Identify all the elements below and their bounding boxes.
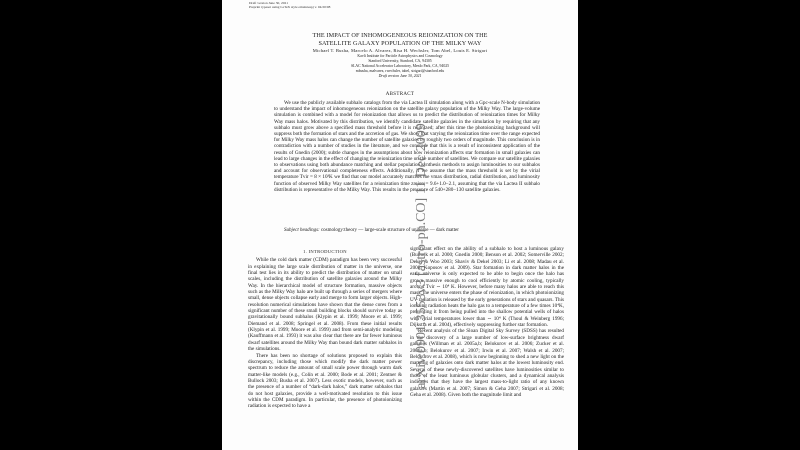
intro-paragraph-2: There has been no shortage of solutions proposed to explain this discrepancy, including those which modify the dark matter power spectrum to reduce the amount of small scale power through warm dark matter-like models (e.g., Colín et al. 2000; Bode et al. 2001; Zentner & Bullock 2003; Busha et al. 2007). Less exotic models, however, such as the presence of a number of “dark-dark halos,” dark matter subhalos that do not host galaxies, provide a well-motivated resolution to this issue within the CDM paradigm. In particular, the presence of photoionizing radiation is expected to have a (248, 352, 402, 410)
subject-label: Subject headings: (284, 228, 320, 233)
affiliation-2: Stanford University, Stanford, CA, 94305 (368, 59, 432, 63)
abstract-text: We use the publicly available subhalo catalogs from the via Lactea II simulation along with a Gpc-scale N-body simulation to understand the impact of inhomogeneous reionization on the satellite galaxy population of the Milky Way. The large-volume simulation is combined with a model for reionization that allows us to predict the distribution of reionization times for Milky Way mass halos. Motivated by this distribution, we identify candidate satellite galaxies in the simulation by requiring that any subhalo must grow above a specified mass threshold before it is reionized; after this time the photoionizing background will suppress both the formation of stars and the accretion of gas. We show that varying the reionization time over the range expected for Milky Way mass halos can change the number of satellite galaxies by roughly two orders of magnitude. This conclusion is in contradiction with a number of studies in the literature, and we conclude that this is a result of inconsistent application of the results of Gnedin (2000); subtle changes in the assumptions about how reionization affects star formation in small galaxies can lead to large changes in the effect of changing the reionization time on the number of satellites. We compare our satellite galaxies to observations using both abundance matching and stellar population synthesis methods to assign luminosities to our subhalos and account for observational completeness effects. Additionally, if we assume that the mass threshold is set by the virial temperature Tvir = 8 × 10³K we find that our model accurately matches the vmax distribution, radial distribution, and luminosity function of observed Milky Way satellites for a reionization time zreion = 9.6+1.0−2.1, assuming that the via Lactea II subhalo distribution is representative of the Milky Way. This results in the presence of 540+280−130 satellite galaxies. (274, 100, 540, 193)
subject-text: cosmology:theory — large-scale structure of universe — dark matter (320, 228, 459, 233)
arxiv-id-text: arXiv:0901.3553v3 [astro-ph.CO] 11 Dec 2009 (414, 123, 429, 389)
preprint-note: Preprint typeset using LaTeX style emulateapj v. 04/20/08 (249, 5, 331, 9)
abstract-heading: ABSTRACT (385, 92, 415, 97)
draft-version-header: Draft version June 30, 2021 (249, 1, 288, 5)
intro-paragraph-3: significant effect on the ability of a subhalo to host a luminous galaxy (Bullock et al. 2000; Gnedin 2000; Benson et al. 2002; Somerville 2002; Dekel & Woo 2003; Shaviv & Dekel 2003; Li et al. 2008; Madau et al. 2008; Koposov et al. 2009). Star formation in dark matter halos in the early universe is only expected to be able to begin once the halo has grown massive enough to cool efficiently by atomic cooling, typically around Tvir ∼ 10⁴ K. However, before many halos are able to reach this mass, the universe enters the phase of reionization, in which photoionizing UV radiation is released by the early generations of stars and quasars. This ionizing radiation heats the halo gas to a temperature of a few times 10⁴K, preventing it from being pulled into the shallow potential wells of halos with virial temperatures lower than ∼ 10⁴ K (Thoul & Weinberg 1996; Dijkstra et al. 2004), effectively suppressing further star formation. (410, 246, 564, 329)
right-column (410, 246, 564, 398)
affiliation-1: Kavli Institute for Particle Astrophysics and Cosmology (357, 54, 443, 58)
left-column (248, 249, 402, 410)
paper-title (242, 32, 558, 47)
draft-version: Draft version June 30, 2021 (378, 74, 422, 78)
intro-paragraph-1: While the cold dark matter (CDM) paradigm has been very successful in explaining the large scale distribution of matter in the universe, one final test lies in its ability to predict the distribution of matter on small scales, including the distribution of satellite galaxies around the Milky Way. In the hierarchical model of structure formation, massive objects such as the Milky Way halo are built up through a series of mergers where small, dense objects collapse early and merge to form larger objects. High-resolution numerical simulations have shown that the dense cores from a significant number of these small building blocks should survive today as gravitationally bound subhalos (Klypin et al. 1999; Moore et al. 1999; Diemand et al. 2008; Springel et al. 2008). From these initial results (Klypin et al. 1999; Moore et al. 1999) and from semi-analytic modeling (Kauffmann et al. 1993) it was also clear that there are far fewer luminous dwarf satellites around the Milky Way than bound dark matter subhalos in the simulations. (248, 257, 402, 353)
author-list: Michael T. Busha, Marcelo A. Alvarez, Risa H. Wechsler, Tom Abel, Louis E. Strigari (312, 48, 488, 53)
paper-page (222, 0, 578, 450)
title-block (242, 32, 558, 79)
intro-paragraph-4: Recent analysis of the Sloan Digital Sky Survey (SDSS) has resulted in the discovery of a large number of low-surface brightness dwarf galaxies (Willman et al. 2005a,b; Belokurov et al. 2006; Zucker et al. 2006a,b; Belokurov et al. 2007; Irwin et al. 2007; Walsh et al. 2007; Belokurov et al. 2008), which is now beginning to shed a new light on the mapping of galaxies onto dark matter halos at the lowest luminosity end. Several of these newly-discovered satellites have luminosities similar to those of the least luminous globular clusters, and a dynamical analysis indicates that they have the largest mass-to-light ratio of any known galaxies (Martin et al. 2007; Simon & Geha 2007; Strigari et al. 2008; Geha et al. 2008). Given both the magnitude limit and (410, 328, 564, 398)
affiliation-3: SLAC National Accelerator Laboratory, Menlo Park, CA, 94025 (350, 64, 450, 68)
title-line-1: THE IMPACT OF INHOMOGENEOUS REIONIZATION ON THE (312, 32, 488, 39)
section-heading-introduction: 1. INTRODUCTION (303, 249, 347, 254)
author-emails: mbusha, malvarez, rwechsler, tabel, strigari@stanford.edu (355, 69, 445, 73)
subject-headings (274, 228, 540, 234)
preprint-header (249, 1, 569, 9)
title-line-2: SATELLITE GALAXY POPULATION OF THE MILKY WAY (318, 39, 482, 47)
